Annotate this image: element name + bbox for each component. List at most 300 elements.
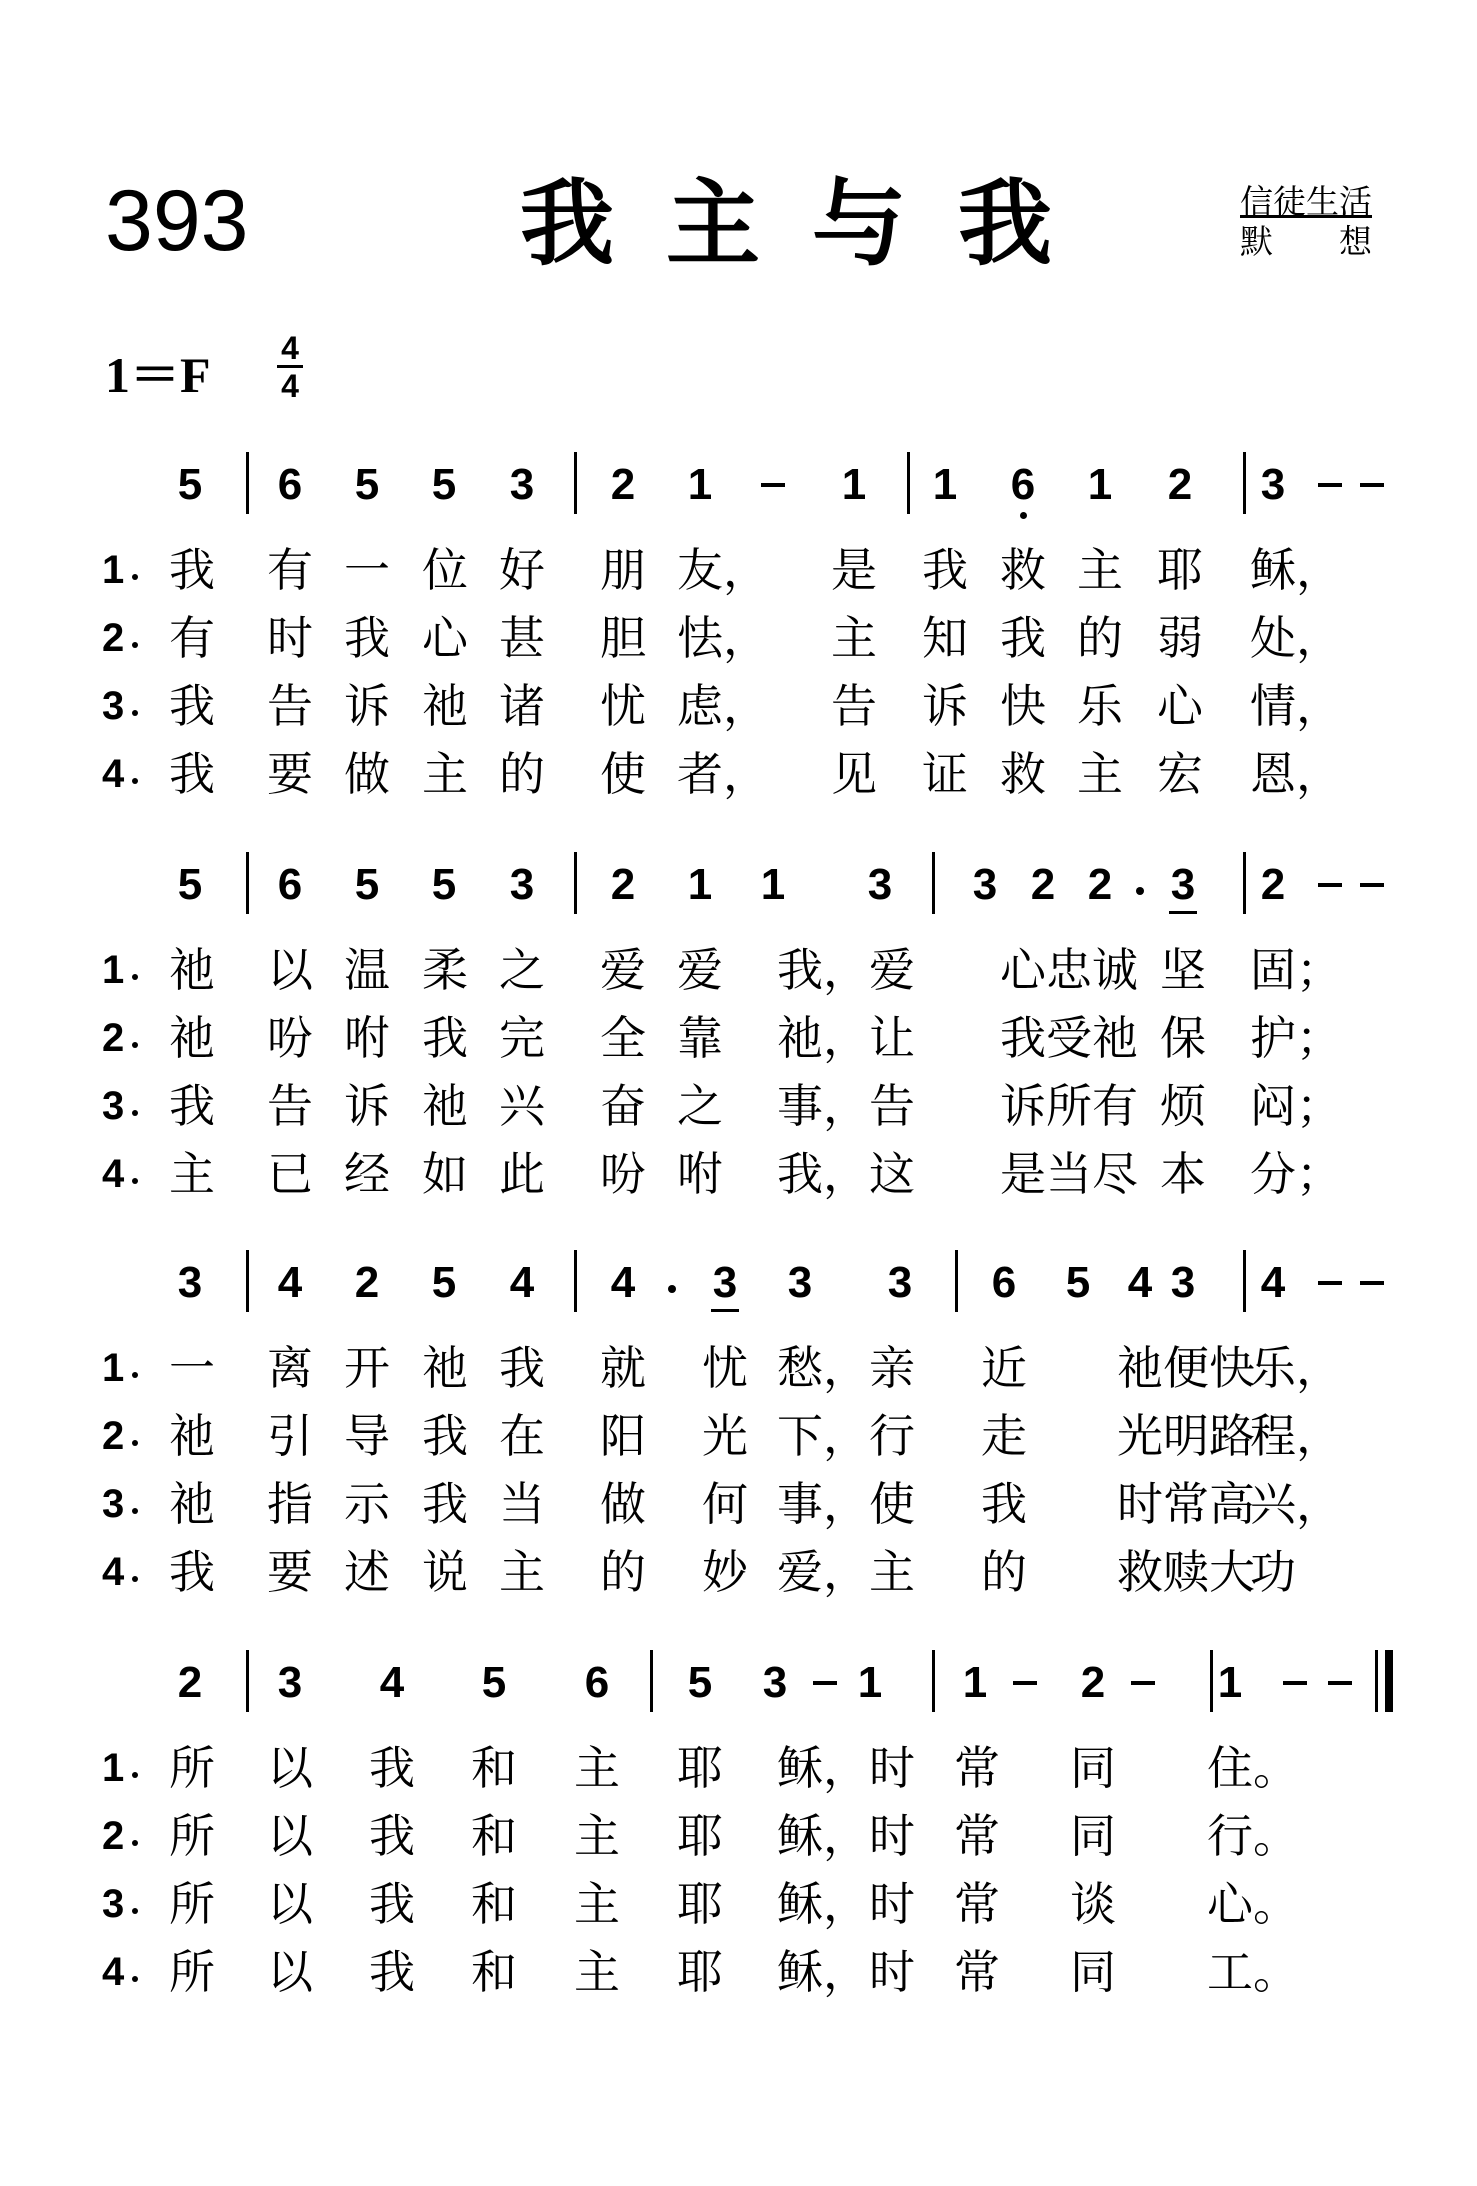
- lyric-syllable: 爱: [600, 943, 646, 997]
- lyric-syllable: 一: [169, 1341, 215, 1395]
- note: 1: [1087, 460, 1113, 509]
- lyric-syllable: 我: [422, 1011, 468, 1065]
- lyric-syllable: 妙: [702, 1545, 748, 1599]
- note: 1: [687, 460, 713, 509]
- lyric-syllable: 者，: [677, 747, 769, 801]
- verse-number: 1: [102, 1346, 125, 1390]
- barline: [574, 852, 577, 914]
- barline: [574, 452, 577, 514]
- lyric-syllable: 主: [422, 747, 468, 801]
- barline: [932, 1650, 935, 1712]
- lyric-syllable: 祂，让: [777, 1011, 915, 1065]
- barline: [907, 452, 910, 514]
- note: 6: [277, 460, 303, 509]
- lyric-syllable: 的: [499, 747, 545, 801]
- verse-number: 3: [102, 1482, 125, 1526]
- lyric-syllable: 主: [574, 1809, 620, 1863]
- lyric-syllable: 朋: [600, 543, 646, 597]
- lyric-syllable: 愁，亲: [777, 1341, 915, 1395]
- lyric-syllable: 告: [831, 679, 877, 733]
- verse-number-dot: [132, 1908, 138, 1914]
- lyric-syllable: 我: [422, 1477, 468, 1531]
- verse-number-dot: [132, 574, 138, 580]
- lyric-syllable: 诉: [344, 1079, 390, 1133]
- lyric-syllable: 和: [471, 1877, 517, 1931]
- lyric-syllable: 下，行: [777, 1409, 915, 1463]
- octave-dot-below: [1020, 512, 1027, 519]
- sustain-dash: [1318, 883, 1342, 887]
- lyric-syllable: 事，使: [777, 1477, 915, 1531]
- lyric-syllable: 我: [369, 1741, 415, 1795]
- lyric-syllable: 事，告: [777, 1079, 915, 1133]
- lyric-syllable: 我: [1000, 611, 1046, 665]
- note: 5: [354, 860, 380, 909]
- lyric-syllable: 主: [499, 1545, 545, 1599]
- barline: [246, 852, 249, 914]
- note: 2: [177, 1658, 203, 1707]
- lyric-syllable: 乐: [1077, 679, 1123, 733]
- verse-number: 2: [102, 1814, 125, 1858]
- lyric-syllable: 吩: [267, 1011, 313, 1065]
- lyric-syllable: 我: [169, 679, 215, 733]
- lyric-syllable: 近: [981, 1341, 1027, 1395]
- sustain-dash: [1283, 1681, 1307, 1685]
- lyric-syllable: 兴: [499, 1079, 545, 1133]
- note: 6: [991, 1258, 1017, 1307]
- note: 5: [687, 1658, 713, 1707]
- lyric-syllable: 主: [574, 1877, 620, 1931]
- lyric-syllable: 指: [267, 1477, 313, 1531]
- lyric-syllable: 的: [981, 1545, 1027, 1599]
- lyric-syllable: 我: [922, 543, 968, 597]
- verse-number-dot: [132, 1042, 138, 1048]
- lyric-syllable: 情，: [1250, 679, 1342, 733]
- augmentation-dot: [668, 1285, 676, 1293]
- sustain-dash: [761, 483, 785, 487]
- lyric-syllable: 常: [954, 1945, 1000, 1999]
- note: 3: [972, 860, 998, 909]
- lyric-syllable: 我: [981, 1477, 1027, 1531]
- lyric-syllable: 奋: [600, 1079, 646, 1133]
- sustain-dash: [1360, 1281, 1384, 1285]
- lyric-syllable: 处，: [1250, 611, 1342, 665]
- lyric-syllable: 诉: [344, 679, 390, 733]
- note: 2: [1260, 860, 1286, 909]
- lyric-syllable: 诸: [499, 679, 545, 733]
- lyric-syllable: 稣，时: [777, 1809, 915, 1863]
- lyric-syllable: 开: [344, 1341, 390, 1395]
- lyric-syllable: 恩，: [1250, 747, 1342, 801]
- lyric-syllable: 引: [267, 1409, 313, 1463]
- lyric-syllable: 耶: [677, 1809, 723, 1863]
- lyric-syllable: 做: [600, 1477, 646, 1531]
- lyric-syllable: 耶: [677, 1945, 723, 1999]
- lyric-syllable: 主: [574, 1945, 620, 1999]
- lyric-syllable: 爱，主: [777, 1545, 915, 1599]
- lyric-syllable: 导: [344, 1409, 390, 1463]
- final-barline-thick: [1385, 1650, 1393, 1712]
- lyric-syllable: 爱: [677, 943, 723, 997]
- lyric-syllable: 做: [344, 747, 390, 801]
- verse-number: 1: [102, 948, 125, 992]
- barline: [1243, 1250, 1246, 1312]
- lyric-syllable: 咐: [344, 1011, 390, 1065]
- lyric-syllable: 的: [600, 1545, 646, 1599]
- verse-number: 2: [102, 616, 125, 660]
- lyric-syllable: 所: [169, 1809, 215, 1863]
- lyric-syllable: 述: [344, 1545, 390, 1599]
- note: 5: [431, 460, 457, 509]
- lyric-syllable: 主: [169, 1147, 215, 1201]
- barline: [1243, 852, 1246, 914]
- note: 4: [509, 1258, 535, 1307]
- lyric-syllable: 诉: [922, 679, 968, 733]
- note: 3: [177, 1258, 203, 1307]
- lyric-syllable: 友，: [677, 543, 769, 597]
- lyric-syllable: 同: [1070, 1809, 1116, 1863]
- lyric-syllable: 我，爱: [777, 943, 915, 997]
- lyric-syllable: 说: [422, 1545, 468, 1599]
- barline: [246, 1250, 249, 1312]
- lyric-syllable: 以: [267, 1809, 313, 1863]
- lyric-syllable: 程，: [1250, 1409, 1342, 1463]
- lyric-syllable: 在: [499, 1409, 545, 1463]
- lyric-syllable: 救: [1000, 543, 1046, 597]
- lyric-syllable: 功: [1250, 1545, 1296, 1599]
- lyric-syllable: 弱: [1157, 611, 1203, 665]
- lyric-syllable: 我: [169, 1079, 215, 1133]
- lyric-syllable: 稣，时: [777, 1741, 915, 1795]
- lyric-syllable: 同: [1070, 1741, 1116, 1795]
- lyric-syllable: 虑，: [677, 679, 769, 733]
- lyric-syllable: 忧: [702, 1341, 748, 1395]
- lyric-syllable: 的: [1077, 611, 1123, 665]
- lyric-syllable: 要: [267, 747, 313, 801]
- note: 1: [962, 1658, 988, 1707]
- lyric-syllable: 所: [169, 1741, 215, 1795]
- verse-number-dot: [132, 1178, 138, 1184]
- lyric-syllable: 忧: [600, 679, 646, 733]
- lyric-syllable: 以: [267, 1945, 313, 1999]
- note: 2: [1167, 460, 1193, 509]
- lyric-syllable: 此: [499, 1147, 545, 1201]
- note: 3: [887, 1258, 913, 1307]
- sustain-dash: [1131, 1681, 1155, 1685]
- lyric-syllable: 保: [1160, 1011, 1206, 1065]
- verse-number: 4: [102, 752, 125, 796]
- lyric-syllable: 我，这: [777, 1147, 915, 1201]
- barline: [574, 1250, 577, 1312]
- lyric-syllable: 主: [574, 1741, 620, 1795]
- note: 3: [1260, 460, 1286, 509]
- note: 5: [1065, 1258, 1091, 1307]
- lyric-syllable: 使: [600, 747, 646, 801]
- note: 2: [1030, 860, 1056, 909]
- note: 5: [431, 860, 457, 909]
- verse-number-dot: [132, 710, 138, 716]
- sustain-dash: [1318, 483, 1342, 487]
- lyric-syllable: 以: [267, 1877, 313, 1931]
- lyric-syllable: 完: [499, 1011, 545, 1065]
- lyric-syllable: 主: [1077, 747, 1123, 801]
- verse-number-dot: [132, 642, 138, 648]
- lyric-syllable: 吩: [600, 1147, 646, 1201]
- barline: [1243, 452, 1246, 514]
- augmentation-dot: [1136, 887, 1144, 895]
- lyric-syllable: 乐，: [1250, 1341, 1342, 1395]
- sustain-dash: [1013, 1681, 1037, 1685]
- lyric-syllable: 祂便快: [1117, 1341, 1255, 1395]
- lyric-syllable: 心忠诚: [1000, 943, 1138, 997]
- lyric-syllable: 宏: [1157, 747, 1203, 801]
- verse-number: 1: [102, 1746, 125, 1790]
- note: 1: [857, 1658, 883, 1707]
- duration-underline: [1169, 911, 1197, 914]
- lyric-syllable: 好: [499, 543, 545, 597]
- lyric-syllable: 证: [922, 747, 968, 801]
- lyric-syllable: 示: [344, 1477, 390, 1531]
- lyric-syllable: 见: [831, 747, 877, 801]
- note: 5: [431, 1258, 457, 1307]
- lyric-syllable: 我: [499, 1341, 545, 1395]
- lyric-syllable: 行。: [1207, 1809, 1299, 1863]
- hymn-title: 我主与我: [520, 170, 1105, 279]
- lyric-syllable: 固；: [1250, 943, 1342, 997]
- lyric-syllable: 已: [267, 1147, 313, 1201]
- lyric-syllable: 时: [267, 611, 313, 665]
- lyric-syllable: 兴，: [1250, 1477, 1342, 1531]
- barline: [1210, 1650, 1213, 1712]
- lyric-syllable: 护；: [1250, 1011, 1342, 1065]
- verse-number: 4: [102, 1550, 125, 1594]
- lyric-syllable: 坚: [1160, 943, 1206, 997]
- lyric-syllable: 祂: [422, 1079, 468, 1133]
- lyric-syllable: 和: [471, 1945, 517, 1999]
- lyric-syllable: 告: [267, 679, 313, 733]
- note: 3: [1170, 1258, 1196, 1307]
- note: 5: [354, 460, 380, 509]
- lyric-syllable: 祂: [169, 1011, 215, 1065]
- lyric-syllable: 以: [267, 943, 313, 997]
- lyric-syllable: 我: [422, 1409, 468, 1463]
- verse-number: 2: [102, 1016, 125, 1060]
- verse-number-dot: [132, 1840, 138, 1846]
- verse-number-dot: [132, 1508, 138, 1514]
- lyric-syllable: 有: [169, 611, 215, 665]
- verse-number-dot: [132, 778, 138, 784]
- lyric-syllable: 经: [344, 1147, 390, 1201]
- lyric-syllable: 和: [471, 1741, 517, 1795]
- lyric-syllable: 祂: [169, 1477, 215, 1531]
- barline: [955, 1250, 958, 1312]
- lyric-syllable: 我: [369, 1945, 415, 1999]
- sustain-dash: [1328, 1681, 1352, 1685]
- lyric-syllable: 救赎大: [1117, 1545, 1255, 1599]
- hymn-number: 393: [105, 173, 249, 269]
- lyric-syllable: 祂: [169, 1409, 215, 1463]
- lyric-syllable: 我受祂: [1000, 1011, 1138, 1065]
- lyric-syllable: 位: [422, 543, 468, 597]
- note: 2: [1080, 1658, 1106, 1707]
- note: 3: [867, 860, 893, 909]
- lyric-syllable: 甚: [499, 611, 545, 665]
- note: 3: [509, 860, 535, 909]
- note: 5: [177, 460, 203, 509]
- note: 3: [787, 1258, 813, 1307]
- time-signature: [277, 332, 303, 402]
- lyric-syllable: 所: [169, 1945, 215, 1999]
- note: 3: [712, 1258, 738, 1307]
- verse-number: 2: [102, 1414, 125, 1458]
- time-signature-top: 4: [281, 330, 299, 366]
- note: 1: [841, 460, 867, 509]
- verse-number-dot: [132, 1772, 138, 1778]
- lyric-syllable: 是: [831, 543, 877, 597]
- final-barline-thin: [1375, 1650, 1378, 1712]
- barline: [246, 1650, 249, 1712]
- lyric-syllable: 稣，: [1250, 543, 1342, 597]
- verse-number-dot: [132, 1372, 138, 1378]
- lyric-syllable: 祂: [422, 1341, 468, 1395]
- lyric-syllable: 谈: [1070, 1877, 1116, 1931]
- lyric-syllable: 咐: [677, 1147, 723, 1201]
- key-signature: 1＝F: [105, 347, 211, 403]
- lyric-syllable: 稣，时: [777, 1877, 915, 1931]
- lyric-syllable: 所: [169, 1877, 215, 1931]
- lyric-syllable: 当: [499, 1477, 545, 1531]
- lyric-syllable: 温: [344, 943, 390, 997]
- lyric-syllable: 常: [954, 1809, 1000, 1863]
- note: 3: [509, 460, 535, 509]
- verse-number: 3: [102, 1882, 125, 1926]
- lyric-syllable: 我: [169, 747, 215, 801]
- lyric-syllable: 祂: [169, 943, 215, 997]
- lyric-syllable: 我: [369, 1809, 415, 1863]
- note: 2: [610, 860, 636, 909]
- verse-number-dot: [132, 974, 138, 980]
- verse-number-dot: [132, 1110, 138, 1116]
- lyric-syllable: 我: [344, 611, 390, 665]
- note: 2: [1087, 860, 1113, 909]
- sustain-dash: [1318, 1281, 1342, 1285]
- lyric-syllable: 胆: [600, 611, 646, 665]
- note: 3: [762, 1658, 788, 1707]
- note: 4: [277, 1258, 303, 1307]
- time-signature-bottom: 4: [281, 368, 299, 404]
- lyric-syllable: 知: [922, 611, 968, 665]
- credit-source: 信徒生活: [1240, 182, 1372, 221]
- lyric-syllable: 时常高: [1117, 1477, 1255, 1531]
- lyric-syllable: 之: [677, 1079, 723, 1133]
- lyric-syllable: 住。: [1207, 1741, 1299, 1795]
- lyric-syllable: 光明路: [1117, 1409, 1255, 1463]
- lyric-syllable: 快: [1000, 679, 1046, 733]
- lyric-syllable: 本: [1160, 1147, 1206, 1201]
- lyric-syllable: 工。: [1207, 1945, 1299, 1999]
- verse-number-dot: [132, 1440, 138, 1446]
- lyric-syllable: 常: [954, 1877, 1000, 1931]
- lyric-syllable: 要: [267, 1545, 313, 1599]
- lyric-syllable: 耶: [1157, 543, 1203, 597]
- note: 1: [1217, 1658, 1243, 1707]
- verse-number: 3: [102, 1084, 125, 1128]
- lyric-syllable: 柔: [422, 943, 468, 997]
- note: 6: [1010, 460, 1036, 509]
- verse-number: 1: [102, 548, 125, 592]
- lyric-syllable: 以: [267, 1741, 313, 1795]
- note: 4: [1127, 1258, 1153, 1307]
- lyric-syllable: 祂: [422, 679, 468, 733]
- lyric-syllable: 如: [422, 1147, 468, 1201]
- lyric-syllable: 离: [267, 1341, 313, 1395]
- lyric-syllable: 何: [702, 1477, 748, 1531]
- note: 1: [932, 460, 958, 509]
- lyric-syllable: 我: [169, 543, 215, 597]
- verse-number-dot: [132, 1976, 138, 1982]
- lyric-syllable: 走: [981, 1409, 1027, 1463]
- lyric-syllable: 之: [499, 943, 545, 997]
- note: 6: [584, 1658, 610, 1707]
- duration-underline: [711, 1309, 739, 1312]
- lyric-syllable: 阳: [600, 1409, 646, 1463]
- barline: [246, 452, 249, 514]
- verse-number: 3: [102, 684, 125, 728]
- lyric-syllable: 和: [471, 1809, 517, 1863]
- lyric-syllable: 有: [267, 543, 313, 597]
- barline: [650, 1650, 653, 1712]
- note: 4: [379, 1658, 405, 1707]
- sustain-dash: [1360, 883, 1384, 887]
- lyric-syllable: 心: [1157, 679, 1203, 733]
- lyric-syllable: 我: [369, 1877, 415, 1931]
- lyric-syllable: 怯，: [677, 611, 769, 665]
- note: 2: [354, 1258, 380, 1307]
- note: 4: [610, 1258, 636, 1307]
- lyric-syllable: 就: [600, 1341, 646, 1395]
- note: 5: [177, 860, 203, 909]
- lyric-syllable: 同: [1070, 1945, 1116, 1999]
- lyric-syllable: 全: [600, 1011, 646, 1065]
- lyric-syllable: 心。: [1207, 1877, 1299, 1931]
- verse-number-dot: [132, 1576, 138, 1582]
- lyric-syllable: 救: [1000, 747, 1046, 801]
- lyric-syllable: 告: [267, 1079, 313, 1133]
- note: 6: [277, 860, 303, 909]
- lyric-syllable: 靠: [677, 1011, 723, 1065]
- lyric-syllable: 光: [702, 1409, 748, 1463]
- lyric-syllable: 烦: [1160, 1079, 1206, 1133]
- barline: [932, 852, 935, 914]
- note: 5: [481, 1658, 507, 1707]
- lyric-syllable: 主: [831, 611, 877, 665]
- note: 4: [1260, 1258, 1286, 1307]
- note: 1: [687, 860, 713, 909]
- note: 2: [610, 460, 636, 509]
- lyric-syllable: 心: [422, 611, 468, 665]
- lyric-syllable: 分；: [1250, 1147, 1342, 1201]
- lyric-syllable: 一: [344, 543, 390, 597]
- note: 3: [277, 1658, 303, 1707]
- verse-number: 4: [102, 1950, 125, 1994]
- lyric-syllable: 稣，时: [777, 1945, 915, 1999]
- lyric-syllable: 是当尽: [1000, 1147, 1138, 1201]
- sustain-dash: [1360, 483, 1384, 487]
- credit-author: 默 想: [1240, 222, 1372, 261]
- note: 3: [1170, 860, 1196, 909]
- lyric-syllable: 诉所有: [1000, 1079, 1138, 1133]
- note: 1: [760, 860, 786, 909]
- lyric-syllable: 常: [954, 1741, 1000, 1795]
